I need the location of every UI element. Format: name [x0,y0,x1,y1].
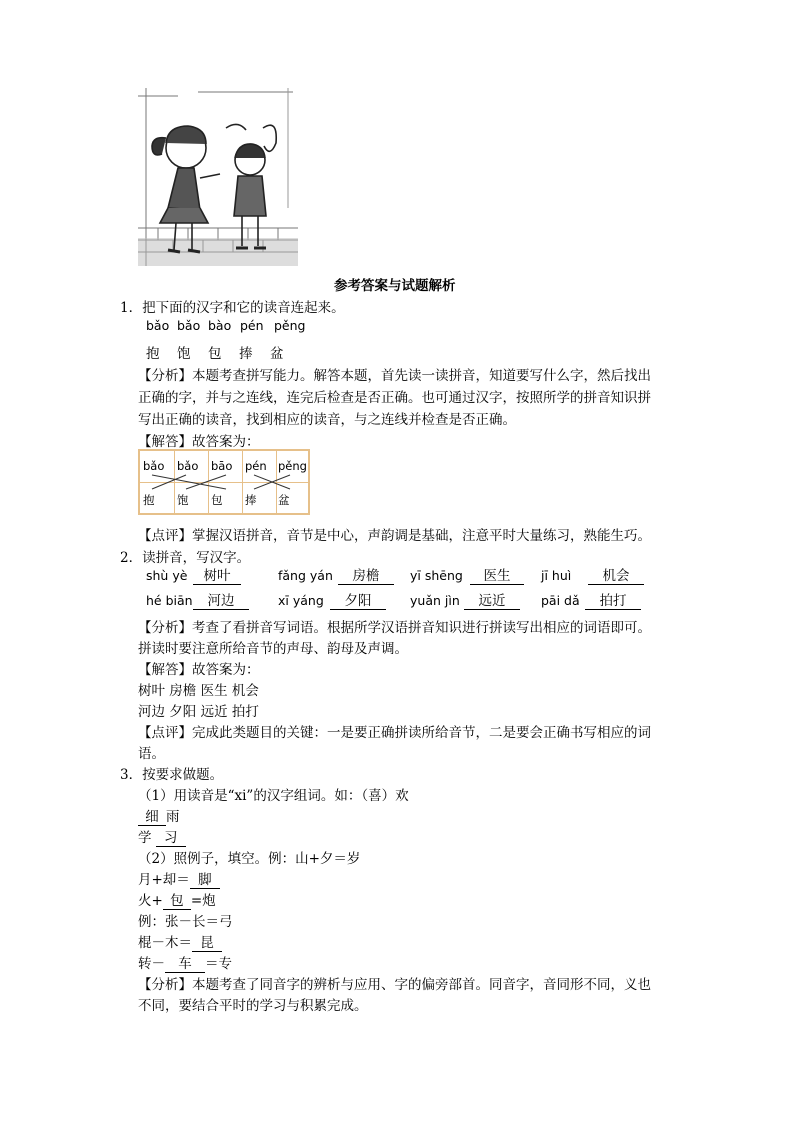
q2-analysis-1: 【分析】考查了看拼音写词语。根据所学汉语拼音知识进行拼读写出相应的词语即可。 [138,620,651,636]
question-3 [120,763,223,783]
answer-blank: 夕阳 [330,594,386,610]
table-char: 捧 [245,493,257,507]
q3-sub1: （1）用读音是“xi”的汉字组词。如：（喜）欢 [138,788,409,804]
question-text: 按要求做题。 [142,767,224,783]
table-pinyin: bǎo [177,459,199,473]
answer-blank: 习 [156,831,186,847]
question-text: 读拼音，写汉字。 [142,550,251,566]
answer-blank: 房檐 [338,569,394,585]
answer-blank: 远近 [464,594,520,610]
q3-analysis-2: 不同，要结合平时的学习与积累完成。 [138,998,368,1014]
q2-comment-2: 语。 [138,746,165,762]
question-2 [120,546,250,566]
pinyin: bǎo [177,318,201,333]
answer-blank: 河边 [193,594,249,610]
q1-comment: 【点评】掌握汉语拼音，音节是中心，声韵调是基础，注意平时大量练习，熟能生巧。 [138,528,651,544]
question-number: 3． [120,767,143,783]
q2-row2-item3: yuǎn jìn [410,593,460,608]
q2-analysis-2: 拼读时要注意所给音节的声母、韵母及声调。 [138,641,408,657]
q2-answer-label: 【解答】故答案为： [138,662,260,678]
question-1 [120,296,345,316]
q2-row1-item1: shù yè [146,568,188,583]
answer-blank: 包 [163,894,191,910]
q2-row1-item2: fǎng yán [278,568,333,583]
q2-comment-1: 【点评】完成此类题目的关键：一是要正确拼读所给音节，二是要会正确书写相应的词 [138,725,651,741]
answer-blank: 机会 [588,569,644,585]
table-pinyin: bāo [211,459,233,473]
table-char: 盆 [278,493,290,507]
q3-sub2: （2）照例子，填空。例：山+夕＝岁 [138,851,361,867]
q3-b1: 月+却＝ 脚 [138,868,220,889]
pinyin: pěng [274,318,306,333]
answer-blank: 医生 [470,569,524,585]
q2-row2-item1: hé biān [146,593,193,608]
char: 饱 [177,346,191,362]
pinyin: bǎo [146,318,170,333]
answer-blank: 拍打 [585,594,641,610]
answer-blank: 细 [138,810,166,826]
q1-pinyin-row [146,318,308,333]
q1-analysis-2: 正确的字，并与之连线，连完后检查是否正确。也可通过汉字，按照所学的拼音知识拼 [138,390,651,406]
q2-answer-line2: 河边 夕阳 远近 拍打 [138,704,259,720]
page-title: 参考答案与试题解析 [334,278,456,294]
q2-row2-item2: xī yáng [278,593,324,608]
q2-row2-item4: pāi dǎ [541,593,580,608]
q3-analysis-1: 【分析】本题考查了同音字的辨析与应用、字的偏旁部首。同音字，音同形不同，义也 [138,977,651,993]
q3-c1: 棍－木＝ 昆 [138,931,222,952]
pinyin: bào [208,318,232,333]
q2-answer-line1: 树叶 房檐 医生 机会 [138,683,259,699]
connecting-lines [140,451,308,513]
table-pinyin: bǎo [143,459,165,473]
char: 捧 [239,346,253,362]
table-pinyin: pěng [278,459,307,473]
q3-b2: 火+ 包 =炮 [138,893,216,909]
q1-answer-label: 【解答】故答案为： [138,434,260,450]
q1-analysis-3: 写出正确的读音，找到相应的读音，与之连线并检查是否正确。 [138,412,516,428]
q3-c2: 转－ 车 ＝专 [138,956,232,972]
table-char: 包 [211,493,223,507]
q1-analysis-1: 【分析】本题考查拼写能力。解答本题，首先读一读拼音，知道要写什么字，然后找出 [138,368,651,384]
pinyin: pén [240,318,264,333]
q2-row1-item3: yī shēng [410,568,463,583]
answer-table [138,449,310,515]
q2-row1-item4: jī huì [541,568,572,583]
table-pinyin: pén [245,459,267,473]
char: 包 [208,346,222,362]
question-text: 把下面的汉字和它的读音连起来。 [142,300,345,316]
q3-example2: 例：张－长＝弓 [138,914,233,930]
answer-blank: 树叶 [193,569,241,585]
answer-blank: 车 [165,957,205,973]
table-char: 抱 [143,493,155,507]
illustration-girl-and-boy [138,88,298,266]
table-char: 饱 [177,493,189,507]
answer-blank: 昆 [192,936,222,952]
q1-chars-row [146,342,301,362]
question-number: 2． [120,550,143,566]
q3-a2: 学 习 [138,826,186,847]
q3-a1: 细 雨 [138,805,180,826]
question-number: 1． [120,300,143,316]
char: 盆 [270,346,284,362]
answer-blank: 脚 [190,873,220,889]
char: 抱 [146,346,160,362]
